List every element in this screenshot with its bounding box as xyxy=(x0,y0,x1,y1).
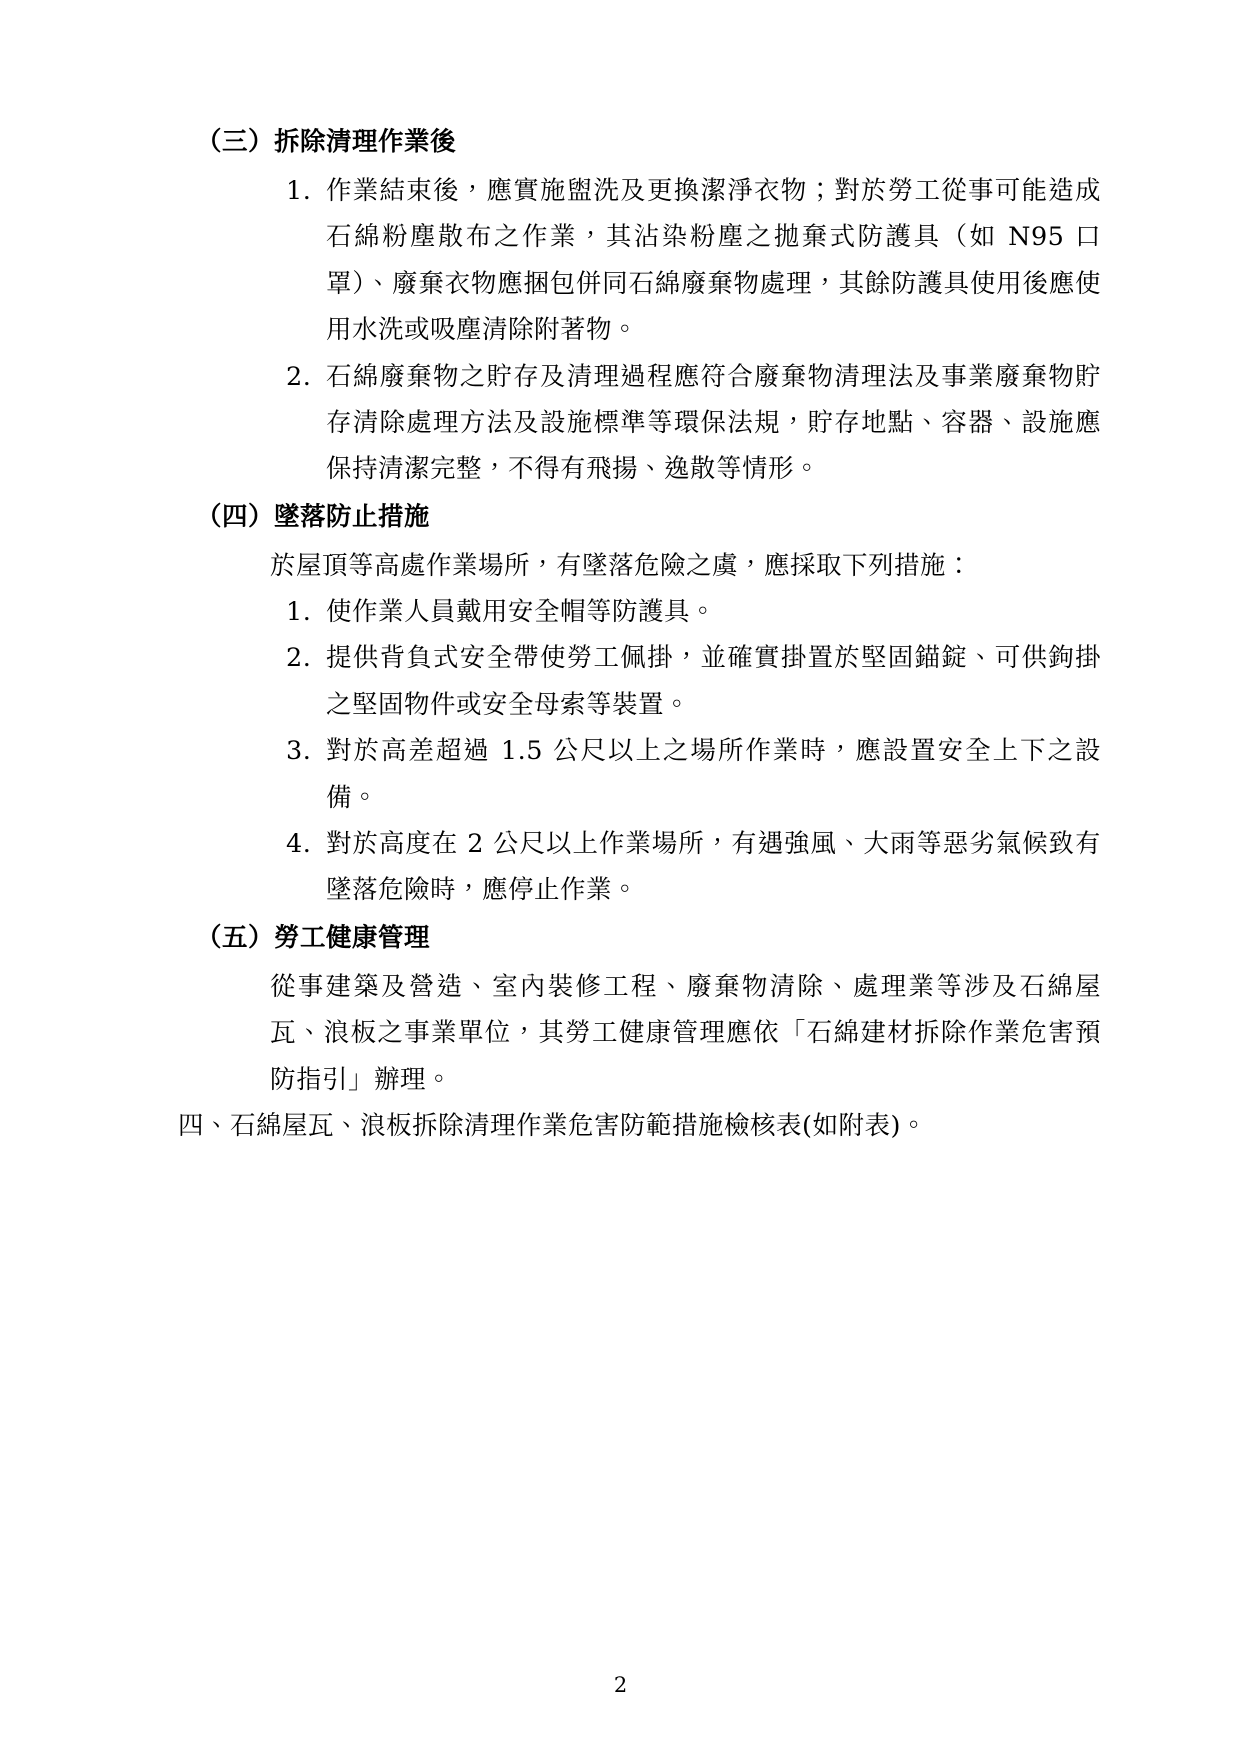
section-block-five xyxy=(178,916,1101,1103)
page-number: 2 xyxy=(613,1673,628,1697)
list-item xyxy=(286,821,1101,914)
list-item-marker: 1. xyxy=(286,175,312,206)
section-heading: （三）拆除清理作業後 xyxy=(196,127,457,157)
list-item-text: 作業結束後，應實施盥洗及更換潔淨衣物；對於勞工從事可能造成石綿粉塵散布之作業，其沾染粉塵之拋棄式防護具（如 N95 口罩）、廢棄衣物應捆包併同石綿廢棄物處理，其餘防護具使用後應使用水洗或吸塵清除附著物。 xyxy=(326,175,1101,346)
list-item-marker: 4. xyxy=(286,829,312,860)
list-item-marker: 3. xyxy=(286,736,312,767)
list-item xyxy=(286,728,1101,821)
numbered-list xyxy=(178,589,1101,914)
numbered-list xyxy=(178,168,1101,493)
section-block-four xyxy=(178,495,1101,914)
list-item-marker: 2. xyxy=(286,643,312,674)
section-intro-paragraph: 於屋頂等高處作業場所，有墜落危險之虞，應採取下列措施： xyxy=(270,550,973,581)
list-item xyxy=(286,635,1101,728)
section-heading: （五）勞工健康管理 xyxy=(196,922,431,953)
list-item-marker: 2. xyxy=(286,361,312,392)
section-heading: （四）墜落防止措施 xyxy=(196,501,431,532)
list-item-text: 石綿廢棄物之貯存及清理過程應符合廢棄物清理法及事業廢棄物貯存清除處理方法及設施標準等環保法規，貯存地點、容器、設施應保持清潔完整，不得有飛揚、逸散等情形。 xyxy=(326,361,1101,485)
section-block-three xyxy=(178,120,1101,493)
list-item-marker: 1. xyxy=(286,597,312,628)
list-item xyxy=(286,168,1101,354)
list-item xyxy=(286,354,1101,493)
document-body xyxy=(178,120,1101,1149)
list-item-text: 對於高差超過 1.5 公尺以上之場所作業時，應設置安全上下之設備。 xyxy=(326,736,1101,813)
section-intro-paragraph: 從事建築及營造、室內裝修工程、廢棄物清除、處理業等涉及石綿屋瓦、浪板之事業單位，其勞工健康管理應依「石綿建材拆除作業危害預防指引」辦理。 xyxy=(270,971,1101,1095)
list-item xyxy=(286,589,1101,635)
list-item-text: 對於高度在 2 公尺以上作業場所，有遇強風、大雨等惡劣氣候致有墜落危險時，應停止作業。 xyxy=(326,829,1101,906)
closing-clause: 四、石綿屋瓦、浪板拆除清理作業危害防範措施檢核表(如附表)。 xyxy=(178,1110,927,1141)
list-item-text: 提供背負式安全帶使勞工佩掛，並確實掛置於堅固錨錠、可供鉤掛之堅固物件或安全母索等裝置。 xyxy=(326,643,1101,720)
list-item-text: 使作業人員戴用安全帽等防護具。 xyxy=(326,597,717,628)
